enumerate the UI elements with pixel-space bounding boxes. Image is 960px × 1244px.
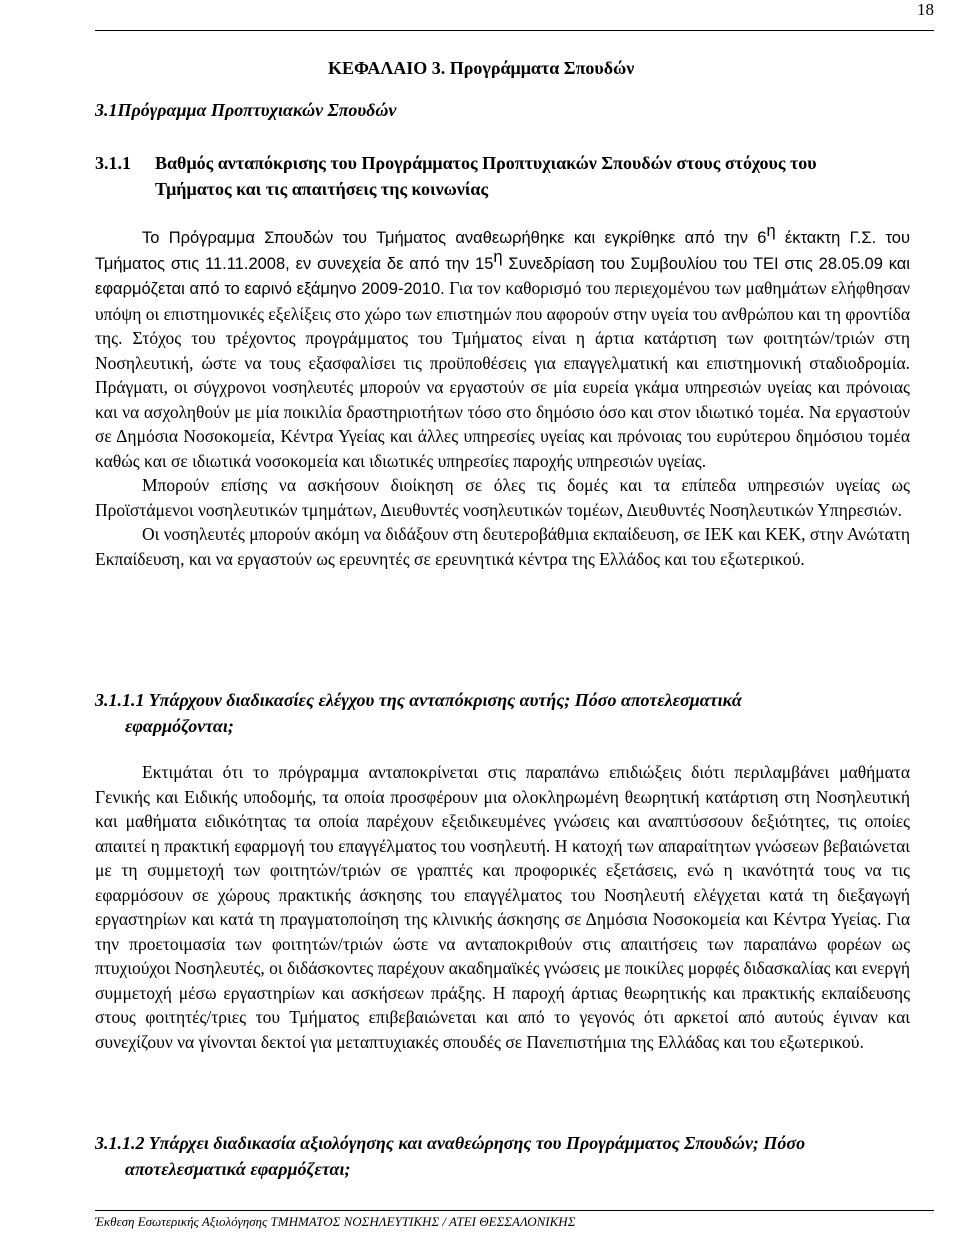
intro-p1-sup-a: η [766,222,776,241]
intro-body [95,222,911,571]
intro-p1-serif: Για τον καθορισμό του περιεχομένου των μαθημάτων ελήφθησαν υπόψη οι επιστημονικές εξελίξεις στο χώρο των επιστημών που αφορούν στην υγεία του ανθρώπου και τη φροντίδα της. Στόχος του τρέχοντος προγράμματος του Τμήματος είναι η άρτια κατάρτιση των φοιτητών/τριών στη Νοσηλευτική, ώστε να τους εξασφαλίσει τις προϋποθέσεις για επαγγελματική και επιστημονική σταδιοδρομία. Πράγματι, οι σύγχρονοι νοσηλευτές μπορούν να εργαστούν σε μία ευρεία γκάμα υπηρεσιών υγείας και πρόνοιας και να ασχοληθούν με μία ποικιλία δραστηριοτήτων τόσο στο δημόσιο όσο και στον ιδιωτικό τομέα. Να εργαστούν σε Δημόσια Νοσοκομεία, Κέντρα Υγείας και άλλες υπηρεσίες υγείας και πρόνοιας του ευρύτερου δημόσιου τομέα καθώς και σε ιδιωτικά νοσοκομεία και ιδιωτικές υπηρεσίες παροχής υπηρεσιών υγείας. [95,278,911,471]
question-1-title-line1: Υπάρχουν διαδικασίες ελέγχου της ανταπόκρισης αυτής; Πόσο αποτελεσματικά [148,690,742,710]
intro-paragraph-2: Μπορούν επίσης να ασκήσουν διοίκηση σε όλες τις δομές και τα επίπεδα υπηρεσιών υγείας ως Προϊστάμενοι νοσηλευτικών τμημάτων, Διευθυντές νοσηλευτικών τομέων, Διευθυντές Νοσηλευτικών Υπηρεσιών. [95,475,910,520]
subsection-heading [95,150,910,202]
question-2-title-line1: Υπάρχει διαδικασία αξιολόγησης και αναθεώρησης του Προγράμματος Σπουδών; Πόσο [148,1133,806,1153]
question-2-title-line2: αποτελεσματικά εφαρμόζεται; [125,1159,351,1179]
chapter-title: ΚΕΦΑΛΑΙΟ 3. Προγράμματα Σπουδών [328,58,635,78]
intro-p1-sup-b: η [493,247,503,266]
question-2-heading [95,1130,910,1182]
subsection-title-line1: Βαθμός ανταπόκρισης του Προγράμματος Προπτυχιακών Σπουδών στους στόχους του [155,153,817,173]
intro-paragraph-1 [95,222,911,473]
question-1-body [95,760,910,1054]
intro-p1-sans-b: έκτακτη Γ.Σ. του Τμήματος στις 11.11.2008, εν συνεχεία δε από την 15 [95,229,910,273]
section-number: 3.1 [95,100,118,120]
section-heading [95,100,396,121]
page-number: 18 [917,0,934,19]
intro-paragraph-3: Οι νοσηλευτές μπορούν ακόμη να διδάξουν στη δευτεροβάθμια εκπαίδευση, σε ΙΕΚ και ΚΕΚ, στην Ανώτατη Εκπαίδευση, και να εργαστούν ως ερευνητές σε ερευνητικά κέντρα της Ελλάδος και του εξωτερικού. [95,524,910,569]
question-1-paragraph: Εκτιμάται ότι το πρόγραμμα ανταποκρίνεται στις παραπάνω επιδιώξεις διότι περιλαμβάνει μαθήματα Γενικής και Ειδικής υποδομής, τα οποία προσφέρουν μια ολοκληρωμένη θεωρητική κατάρτιση στη Νοσηλευτική και μαθήματα ειδικότητας τα οποία παρέχουν εξειδικευμένες γνώσεις και αναπτύσσουν δεξιότητες, τις οποίες απαιτεί η πρακτική εφαρμογή του επαγγέλματος του νοσηλευτή. Η κατοχή των απαραίτητων γνώσεων βεβαιώνεται με τη συμμετοχή των φοιτητών/τριών σε γραπτές και προφορικές εξετάσεις, ενώ η ικανότητά τους να τις εφαρμόσουν σε χώρους πρακτικής άσκησης του επαγγέλματος του Νοσηλευτή ελέγχεται κατά τη διεξαγωγή εργαστηρίων και κατά τη πραγματοποίηση της κλινικής άσκησης σε Δημόσια Νοσοκομεία και Κέντρα Υγείας. Για την προετοιμασία των φοιτητών/τριών ώστε να ανταποκριθούν στις απαιτήσεις των παραπάνω φορέων ως πτυχιούχοι Νοσηλευτές, οι διδάσκοντες παρέχουν ακαδημαϊκές γνώσεις με ποικίλες μορφές διδασκαλίας και ενεργή συμμετοχή μέσω εργαστηρίων και ασκήσεων πράξης. Η παροχή άρτιας θεωρητικής και πρακτικής εκπαίδευσης στους φοιτητές/τριες του Τμήματος επιβεβαιώνεται και από το γεγονός ότι αρκετοί από αυτούς έγιναν και συνεχίζουν να γίνονται δεκτοί για μεταπτυχιακές σπουδές σε Πανεπιστήμια της Ελλάδας και του εξωτερικού. [95,762,910,1052]
subsection-number: 3.1.1 [95,153,131,173]
question-2-number: 3.1.1.2 [95,1133,145,1153]
section-title: Πρόγραμμα Προπτυχιακών Σπουδών [117,100,397,120]
subsection-title-line2: Τμήματος και τις απαιτήσεις της κοινωνίας [155,179,489,199]
question-1-title-line2: εφαρμόζονται; [125,716,234,736]
header-rule [95,30,934,31]
question-1-number: 3.1.1.1 [95,690,145,710]
footer-rule [95,1210,934,1211]
question-1-heading [95,687,910,739]
intro-p1-sans-c: Συνεδρίαση του Συμβουλίου του ΤΕΙ στις 28.05.09 και εφαρμόζεται από το εαρινό εξάμηνο 2009-2010. [95,254,910,298]
footer-text: Έκθεση Εσωτερικής Αξιολόγησης ΤΜΗΜΑΤΟΣ ΝΟΣΗΛΕΥΤΙΚΗΣ / ΑΤΕΙ ΘΕΣΣΑΛΟΝΙΚΗΣ [95,1214,576,1229]
intro-p1-sans-a: Το Πρόγραμμα Σπουδών του Τμήματος αναθεωρήθηκε και εγκρίθηκε από την 6 [142,229,767,247]
